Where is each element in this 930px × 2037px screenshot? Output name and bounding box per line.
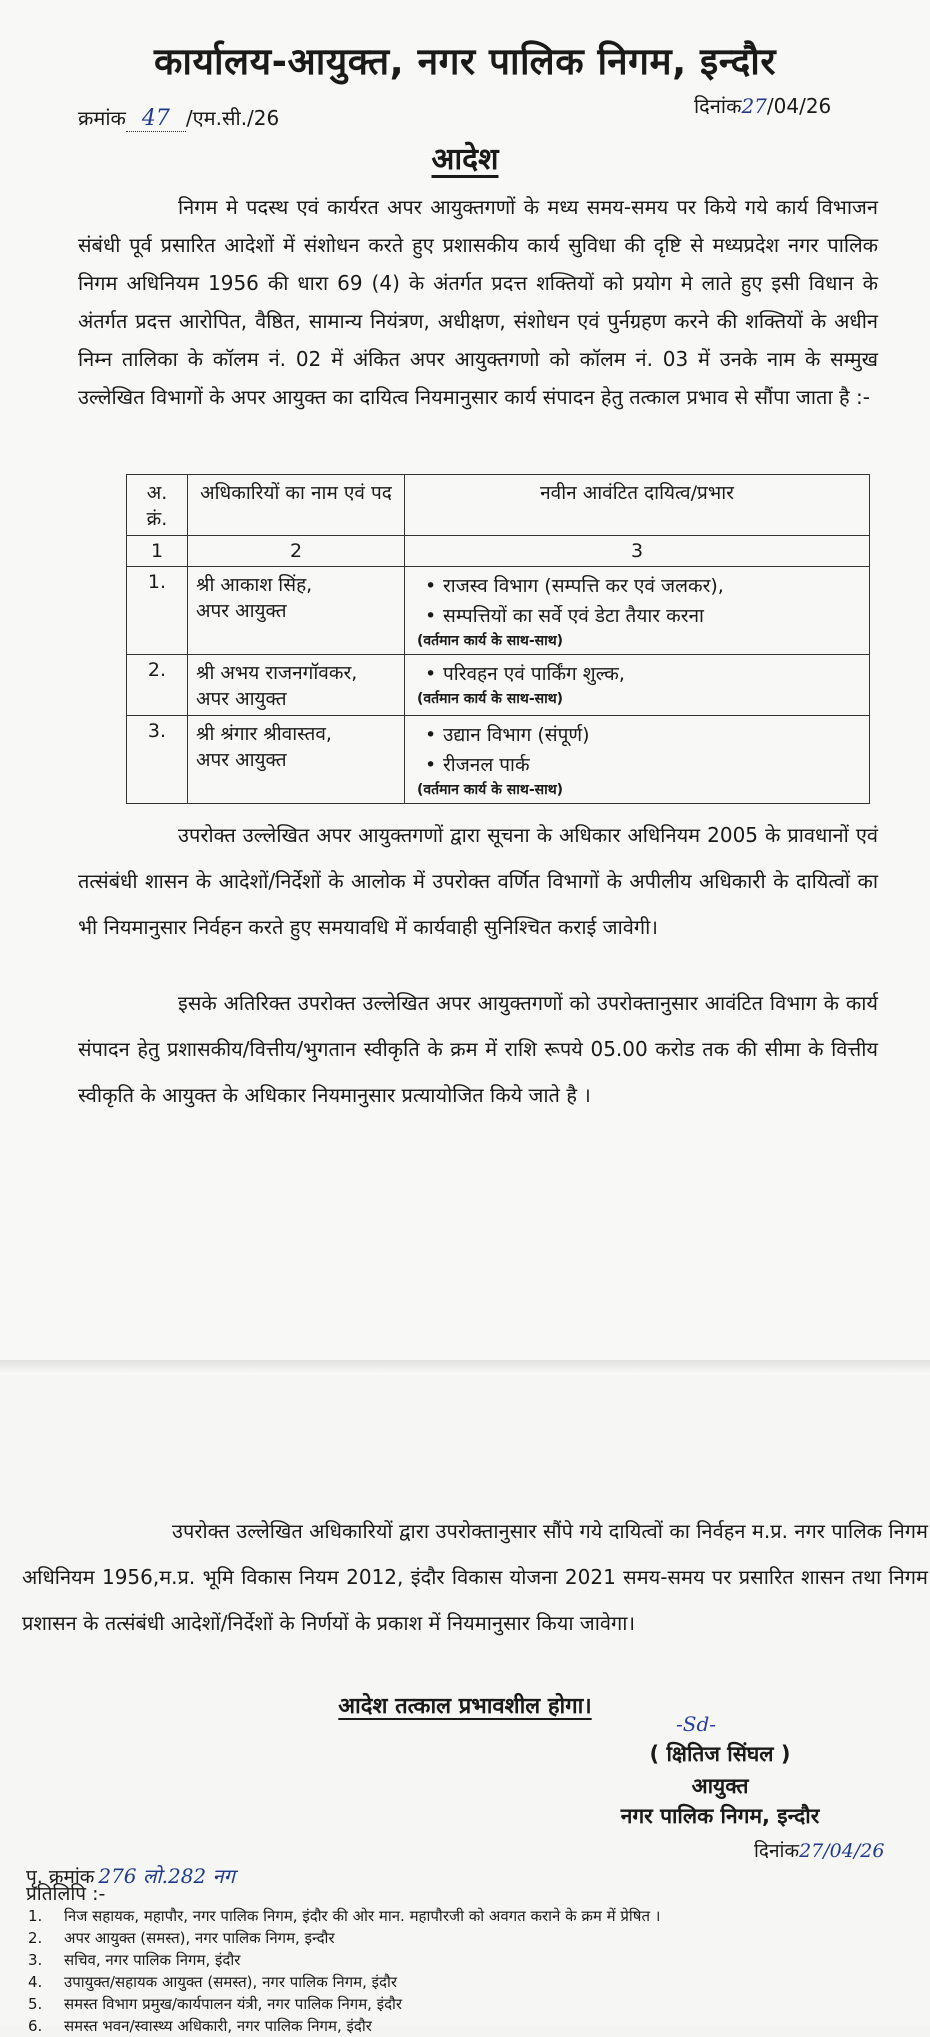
order-reference: क्रमांक 47 /एम.सी./26 <box>78 106 280 131</box>
list-item: 3. सचिव, नगर पालिक निगम, इंदौर <box>28 1951 241 1969</box>
table-row: 2. श्री अभय राजनगॉवकर, अपर आयुक्त • परिवहन एवं पार्किंग शुल्क, (वर्तमान कार्य के साथ-साथ) <box>127 655 870 716</box>
signatory-office: नगर पालिक निगम, इन्दौर <box>620 1804 820 1828</box>
date-day: 27 <box>741 94 767 118</box>
officer-name: श्री आकाश सिंह, <box>196 574 313 596</box>
rti-paragraph: उपरोक्त उल्लेखित अपर आयुक्तगणों द्वारा सूचना के अधिकार अधिनियम 2005 के प्रावधानों एवं तत्संबंधी शासन के आदेशों/निर्देशों के आलोक में उपरोक्त वर्णित विभागों के अपीलीय अधिकारी के दायित्वों का भी नियमानुसार निर्वहन करते हुए समयावधि में कार्यवाही सुनिश्चित कराई जावेगी। <box>78 823 878 939</box>
signatory-designation: आयुक्त <box>691 1774 749 1798</box>
duty-item: • उद्यान विभाग (संपूर्ण) <box>413 720 861 750</box>
officer-post: अपर आयुक्त <box>196 600 287 622</box>
table-row: 1. श्री आकाश सिंह, अपर आयुक्त • राजस्व विभाग (सम्पत्ति कर एवं जलकर), • सम्पत्तियों का सर्वे एवं डेटा तैयार करना (वर्तमान कार्य के साथ-साथ) <box>127 567 870 655</box>
cc-label: प्रतिलिपि :- <box>26 1883 106 1905</box>
order-date: दिनांक27/04/26 <box>694 94 832 118</box>
effective-statement: आदेश तत्काल प्रभावशील होगा। <box>338 1694 592 1719</box>
duty-note: (वर्तमान कार्य के साथ-साथ) <box>417 782 564 798</box>
list-item: 6. समस्त भवन/स्वास्थ्य अधिकारी, नगर पालिक निगम, इंदौर <box>28 2017 372 2035</box>
list-item: 4. उपायुक्त/सहायक आयुक्त (समस्त), नगर पालिक निगम, इंदौर <box>28 1973 398 1991</box>
column-number-row: 1 2 3 <box>127 536 870 567</box>
ref-number: 47 <box>126 106 186 132</box>
duty-item: • परिवहन एवं पार्किंग शुल्क, <box>413 659 861 689</box>
order-heading: आदेश <box>431 142 499 177</box>
signatory-name: ( क्षितिज सिंघल ) <box>649 1742 791 1766</box>
duty-note: (वर्तमान कार्य के साथ-साथ) <box>417 691 564 707</box>
duty-item: • राजस्व विभाग (सम्पत्ति कर एवं जलकर), <box>413 571 861 601</box>
responsibility-table <box>126 474 870 804</box>
table-header-row <box>127 475 870 536</box>
office-title: कार्यालय-आयुक्त, नगर पालिक निगम, इन्दौर <box>154 40 776 83</box>
intro-paragraph: निगम मे पदस्थ एवं कार्यरत अपर आयुक्तगणों के मध्य समय-समय पर किये गये कार्य विभाजन संबंधी पूर्व प्रसारित आदेशों में संशोधन करते हुए प्रशासकीय कार्य सुविधा की दृष्टि से मध्यप्रदेश नगर पालिक निगम अधिनियम 1956 की धारा 69 (4) के अंतर्गत प्रदत्त शक्तियों को प्रयोग मे लाते हुए इसी विधान के अंतर्गत प्रदत्त आरोपित, वैष्ठित, सामान्य नियंत्रण, अधीक्षण, संशोधन एवं पुर्नग्रहण करने की शक्तियों के अधीन निम्न तालिका के कॉलम नं. 02 में अंकित अपर आयुक्तगणो को कॉलम नं. 03 में उनके नाम के सम्मुख उल्लेखित विभागों के अपर आयुक्त का दायित्व नियमानुसार कार्य संपादन हेतु तत्काल प्रभाव से सौंपा जाता है :- <box>78 195 878 409</box>
page-gap <box>0 1360 930 1375</box>
endorse-date: दिनांक27/04/26 <box>754 1840 885 1862</box>
endorse-date-hand: 27/04/26 <box>799 1840 885 1862</box>
duty-note: (वर्तमान कार्य के साथ-साथ) <box>417 633 564 649</box>
duty-item: • रीजनल पार्क <box>413 750 861 780</box>
officer-post: अपर आयुक्त <box>196 749 287 771</box>
duty-item: • सम्पत्तियों का सर्वे एवं डेटा तैयार करना <box>413 601 861 631</box>
cc-list <box>28 1905 660 2037</box>
officer-post: अपर आयुक्त <box>196 688 287 710</box>
compliance-paragraph: उपरोक्त उल्लेखित अधिकारियों द्वारा उपरोक्तानुसार सौंपे गये दायित्वों का निर्वहन म.प्र. नगर पालिक निगम अधिनियम 1956,म.प्र. भूमि विकास नियम 2012, इंदौर विकास योजना 2021 समय-समय पर प्रसारित शासन तथा निगम प्रशासन के तत्संबंधी आदेशों/निर्देशों के निर्णयों के प्रकाश में नियमानुसार किया जावेगा। <box>22 1519 928 1635</box>
table-row: 3. श्री श्रंगार श्रीवास्तव, अपर आयुक्त • उद्यान विभाग (संपूर्ण) • रीजनल पार्क (वर्तमान कार्य के साथ-साथ) <box>127 716 870 804</box>
header-officer: अधिकारियों का नाम एवं पद <box>188 475 405 536</box>
officer-name: श्री श्रंगार श्रीवास्तव, <box>196 723 332 745</box>
endorse-number-hand: 276 लो.282 नग <box>98 1864 235 1888</box>
financial-paragraph: इसके अतिरिक्त उपरोक्त उल्लेखित अपर आयुक्तगणों को उपरोक्तानुसार आवंटित विभाग के कार्य संपादन हेतु प्रशासकीय/वित्तीय/भुगतान स्वीकृति के क्रम में राशि रूपये 05.00 करोड तक की सीमा के वित्तीय स्वीकृति के आयुक्त के अधिकार नियमानुसार प्रत्यायोजित किये जाते है । <box>78 991 878 1107</box>
endorse-number: पृ. क्रमांक 276 लो.282 नग <box>26 1864 235 1888</box>
officer-name: श्री अभय राजनगॉवकर, <box>196 662 358 684</box>
list-item: 1. निज सहायक, महापौर, नगर पालिक निगम, इंदौर की ओर मान. महापौरजी को अवगत कराने के क्रम में प्रेषित । <box>28 1907 661 1925</box>
sd-mark: -Sd- <box>676 1712 717 1736</box>
list-item: 2. अपर आयुक्त (समस्त), नगर पालिक निगम, इन्दौर <box>28 1929 335 1947</box>
list-item: 5. समस्त विभाग प्रमुख/कार्यपालन यंत्री, नगर पालिक निगम, इंदौर <box>28 1995 403 2013</box>
header-sno: अ. क्रं. <box>127 475 188 536</box>
header-duty: नवीन आवंटित दायित्व/प्रभार <box>405 475 870 536</box>
